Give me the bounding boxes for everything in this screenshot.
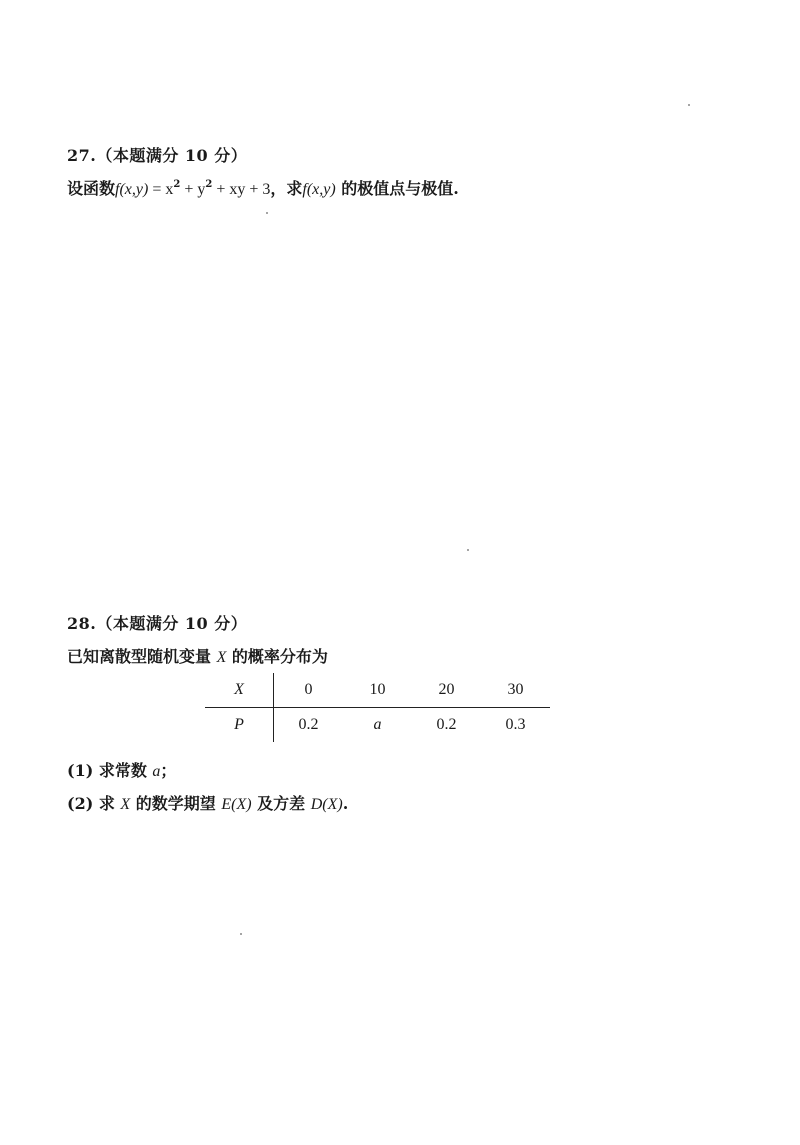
q27-function-2: f(x,y) (302, 181, 336, 198)
q27-mid: ，求 (270, 179, 303, 198)
x-value: 0 (274, 673, 344, 708)
part2-mid2: 及方差 (251, 794, 311, 813)
q27-function: f(x,y) (115, 181, 149, 198)
part1-var: a (152, 763, 161, 780)
question-28-part-1 (67, 758, 176, 781)
table-row-p (205, 708, 550, 743)
q27-eq3: + xy + 3 (212, 181, 271, 198)
part1-suffix: ； (160, 761, 177, 780)
scan-speck (467, 549, 469, 551)
question-28-header: 28.（本题满分 10 分） (67, 614, 248, 633)
q27-exp2: 2 (205, 179, 213, 190)
part2-variance: D(X) (310, 796, 343, 813)
q27-suffix: 的极值点与极值. (335, 179, 459, 198)
table-row-x (205, 673, 550, 708)
p-value: 0.2 (298, 716, 319, 733)
question-28-part-2 (67, 791, 348, 814)
part2-var: X (120, 796, 131, 813)
p-value: 0.3 (505, 716, 526, 733)
q28-intro-prefix: 已知离散型随机变量 (67, 647, 217, 666)
question-27-header: 27.（本题满分 10 分） (67, 146, 248, 165)
q27-eq2: + y (180, 181, 206, 198)
probability-distribution-table (205, 673, 550, 742)
part2-prefix: (2) 求 (67, 794, 121, 813)
part2-suffix: . (342, 794, 349, 813)
question-28-intro (67, 644, 328, 667)
x-value: 10 (343, 673, 412, 708)
q27-exp1: 2 (173, 179, 181, 190)
q27-prefix: 设函数 (67, 179, 116, 198)
p-value: a (373, 716, 382, 733)
scan-speck (688, 104, 690, 106)
part1-prefix: (1) 求常数 (67, 761, 153, 780)
q28-intro-var: X (216, 649, 227, 666)
part2-mid: 的数学期望 (130, 794, 222, 813)
q27-eq1: = x (148, 181, 174, 198)
part2-expectation: E(X) (221, 796, 252, 813)
scan-speck (266, 212, 268, 214)
row-p-label: P (205, 708, 274, 743)
x-value: 30 (481, 673, 550, 708)
q28-intro-suffix: 的概率分布为 (226, 647, 328, 666)
question-27-body (67, 176, 459, 199)
p-value: 0.2 (436, 716, 457, 733)
x-value: 20 (412, 673, 481, 708)
row-x-label: X (205, 673, 274, 708)
scan-speck (240, 933, 242, 935)
